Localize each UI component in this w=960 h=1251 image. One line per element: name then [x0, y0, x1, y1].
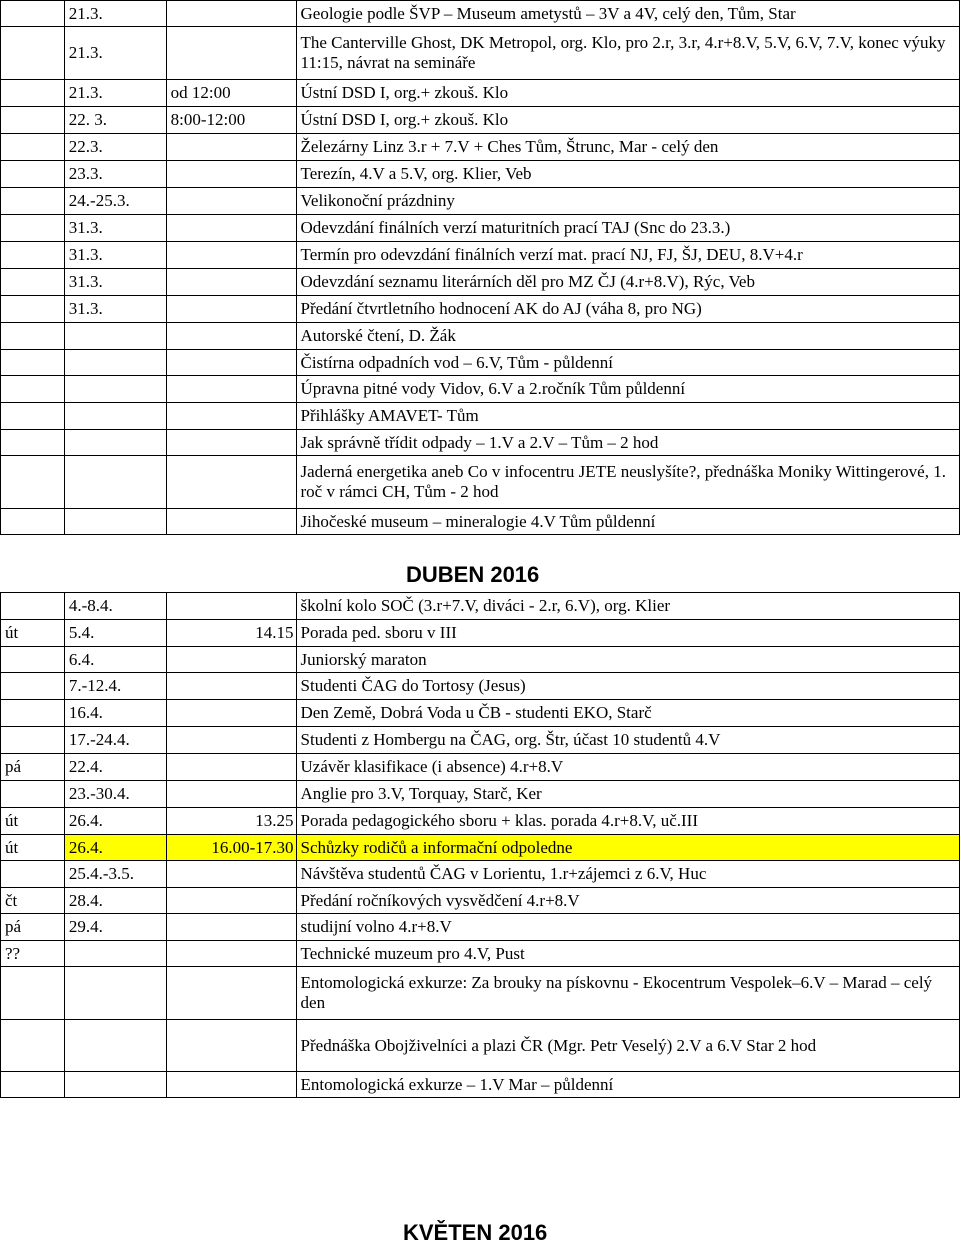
- time-cell: [166, 376, 296, 403]
- day-cell: [1, 296, 65, 323]
- date-cell: [64, 967, 166, 1020]
- day-cell: [1, 403, 65, 430]
- event-cell: Úpravna pitné vody Vidov, 6.V a 2.ročník Tům půldenní: [296, 376, 960, 403]
- day-cell: [1, 509, 65, 535]
- table-row: [1, 269, 960, 296]
- date-cell: [64, 456, 166, 509]
- event-cell: Juniorský maraton: [296, 647, 959, 673]
- april-schedule-body: [1, 593, 960, 1098]
- date-cell: 22.3.: [64, 134, 166, 161]
- time-cell: [166, 941, 296, 967]
- date-cell: 26.4.: [64, 808, 166, 835]
- event-cell: Odevzdání seznamu literárních děl pro MZ ČJ (4.r+8.V), Rýc, Veb: [296, 269, 960, 296]
- table-row: [1, 593, 960, 620]
- day-cell: [1, 350, 65, 376]
- time-cell: [166, 188, 296, 215]
- date-cell: 31.3.: [64, 215, 166, 242]
- table-row: [1, 323, 960, 350]
- time-cell: [166, 593, 296, 620]
- day-cell: ??: [1, 941, 65, 967]
- day-cell: [1, 161, 65, 188]
- event-cell: Autorské čtení, D. Žák: [296, 323, 960, 350]
- date-cell: [64, 376, 166, 403]
- table-row: [1, 620, 960, 647]
- event-cell: Předání čtvrtletního hodnocení AK do AJ (váha 8, pro NG): [296, 296, 960, 323]
- date-cell: 23.-30.4.: [64, 781, 166, 808]
- table-row: [1, 941, 960, 967]
- table-row: [1, 754, 960, 781]
- date-cell: 28.4.: [64, 888, 166, 914]
- event-cell: Anglie pro 3.V, Torquay, Starč, Ker: [296, 781, 959, 808]
- event-cell: Porada ped. sboru v III: [296, 620, 959, 647]
- date-cell: [64, 1072, 166, 1098]
- event-cell: Entomologická exkurze: Za brouky na pískovnu - Ekocentrum Vespolek–6.V – Marad – celý den: [296, 967, 959, 1020]
- event-cell: Terezín, 4.V a 5.V, org. Klier, Veb: [296, 161, 960, 188]
- event-cell: The Canterville Ghost, DK Metropol, org. Klo, pro 2.r, 3.r, 4.r+8.V, 5.V, 6.V, 7.V, konec výuky 11:15, návrat na semináře: [296, 27, 960, 80]
- event-cell: Odevzdání finálních verzí maturitních prací TAJ (Snc do 23.3.): [296, 215, 960, 242]
- day-cell: [1, 80, 65, 107]
- event-cell: Schůzky rodičů a informační odpoledne: [296, 835, 959, 861]
- time-cell: [166, 647, 296, 673]
- event-cell: Technické muzeum pro 4.V, Pust: [296, 941, 959, 967]
- time-cell: 13.25: [166, 808, 296, 835]
- date-cell: 4.-8.4.: [64, 593, 166, 620]
- event-cell: Jaderná energetika aneb Co v infocentru JETE neuslyšíte?, přednáška Moniky Wittingerové, 1. roč v rámci CH, Tům - 2 hod: [296, 456, 960, 509]
- table-row: [1, 161, 960, 188]
- table-row: [1, 1, 960, 27]
- table-row: [1, 456, 960, 509]
- day-cell: [1, 861, 65, 888]
- time-cell: [166, 350, 296, 376]
- day-cell: út: [1, 808, 65, 835]
- table-row: [1, 673, 960, 700]
- day-cell: [1, 134, 65, 161]
- event-cell: Jihočeské museum – mineralogie 4.V Tům půldenní: [296, 509, 960, 535]
- day-cell: [1, 700, 65, 727]
- time-cell: [166, 430, 296, 456]
- date-cell: [64, 430, 166, 456]
- day-cell: [1, 107, 65, 134]
- table-row: [1, 242, 960, 269]
- march-schedule-body: [1, 1, 960, 535]
- time-cell: [166, 781, 296, 808]
- day-cell: [1, 323, 65, 350]
- event-cell: Entomologická exkurze – 1.V Mar – půldenní: [296, 1072, 959, 1098]
- date-cell: [64, 350, 166, 376]
- day-cell: út: [1, 835, 65, 861]
- table-row: [1, 376, 960, 403]
- event-cell: Den Země, Dobrá Voda u ČB - studenti EKO, Starč: [296, 700, 959, 727]
- time-cell: [166, 861, 296, 888]
- table-row: [1, 403, 960, 430]
- time-cell: [166, 296, 296, 323]
- date-cell: 29.4.: [64, 914, 166, 941]
- date-cell: 23.3.: [64, 161, 166, 188]
- date-cell: 17.-24.4.: [64, 727, 166, 754]
- date-cell: 7.-12.4.: [64, 673, 166, 700]
- table-row: [1, 647, 960, 673]
- table-row: [1, 430, 960, 456]
- event-cell: Předání ročníkových vysvědčení 4.r+8.V: [296, 888, 959, 914]
- date-cell: 5.4.: [64, 620, 166, 647]
- event-cell: školní kolo SOČ (3.r+7.V, diváci - 2.r, 6.V), org. Klier: [296, 593, 959, 620]
- time-cell: [166, 27, 296, 80]
- table-row: [1, 967, 960, 1020]
- time-cell: [166, 242, 296, 269]
- time-cell: [166, 967, 296, 1020]
- event-cell: Velikonoční prázdniny: [296, 188, 960, 215]
- event-cell: Porada pedagogického sboru + klas. porada 4.r+8.V, uč.III: [296, 808, 959, 835]
- day-cell: [1, 1020, 65, 1072]
- event-cell: Studenti z Hombergu na ČAG, org. Štr, účast 10 studentů 4.V: [296, 727, 959, 754]
- day-cell: [1, 1, 65, 27]
- day-cell: [1, 376, 65, 403]
- date-cell: [64, 941, 166, 967]
- event-cell: Návštěva studentů ČAG v Lorientu, 1.r+zájemci z 6.V, Huc: [296, 861, 959, 888]
- day-cell: út: [1, 620, 65, 647]
- day-cell: [1, 727, 65, 754]
- day-cell: [1, 967, 65, 1020]
- time-cell: [166, 403, 296, 430]
- event-cell: Uzávěr klasifikace (i absence) 4.r+8.V: [296, 754, 959, 781]
- event-cell: Ústní DSD I, org.+ zkouš. Klo: [296, 107, 960, 134]
- day-cell: [1, 673, 65, 700]
- time-cell: 8:00-12:00: [166, 107, 296, 134]
- table-row: [1, 215, 960, 242]
- table-row: [1, 80, 960, 107]
- time-cell: [166, 700, 296, 727]
- table-row: [1, 107, 960, 134]
- time-cell: [166, 888, 296, 914]
- date-cell: 6.4.: [64, 647, 166, 673]
- table-row: [1, 727, 960, 754]
- event-cell: Geologie podle ŠVP – Museum ametystů – 3V a 4V, celý den, Tům, Star: [296, 1, 960, 27]
- event-cell: Termín pro odevzdání finálních verzí mat. prací NJ, FJ, ŠJ, DEU, 8.V+4.r: [296, 242, 960, 269]
- march-schedule-table: [0, 0, 960, 535]
- time-cell: [166, 456, 296, 509]
- date-cell: 21.3.: [64, 1, 166, 27]
- day-cell: [1, 593, 65, 620]
- table-row: [1, 1020, 960, 1072]
- day-cell: [1, 647, 65, 673]
- table-row: [1, 835, 960, 861]
- date-cell: [64, 1020, 166, 1072]
- date-cell: 31.3.: [64, 242, 166, 269]
- date-cell: 16.4.: [64, 700, 166, 727]
- day-cell: čt: [1, 888, 65, 914]
- day-cell: [1, 27, 65, 80]
- date-cell: 31.3.: [64, 296, 166, 323]
- time-cell: [166, 1, 296, 27]
- date-cell: 22.4.: [64, 754, 166, 781]
- day-cell: [1, 430, 65, 456]
- event-cell: Přednáška Obojživelníci a plazi ČR (Mgr. Petr Veselý) 2.V a 6.V Star 2 hod: [296, 1020, 959, 1072]
- event-cell: Přihlášky AMAVET- Tům: [296, 403, 960, 430]
- time-cell: [166, 1072, 296, 1098]
- date-cell: 21.3.: [64, 80, 166, 107]
- time-cell: [166, 1020, 296, 1072]
- may-heading: KVĚTEN 2016: [403, 1220, 548, 1245]
- table-row: [1, 188, 960, 215]
- time-cell: [166, 323, 296, 350]
- day-cell: [1, 188, 65, 215]
- event-cell: studijní volno 4.r+8.V: [296, 914, 959, 941]
- event-cell: Jak správně třídit odpady – 1.V a 2.V – Tům – 2 hod: [296, 430, 960, 456]
- day-cell: [1, 215, 65, 242]
- day-cell: pá: [1, 754, 65, 781]
- table-row: [1, 350, 960, 376]
- date-cell: 25.4.-3.5.: [64, 861, 166, 888]
- event-cell: Studenti ČAG do Tortosy (Jesus): [296, 673, 959, 700]
- time-cell: [166, 134, 296, 161]
- table-row: [1, 914, 960, 941]
- april-schedule-table: [0, 592, 960, 1098]
- event-cell: Ústní DSD I, org.+ zkouš. Klo: [296, 80, 960, 107]
- day-cell: [1, 456, 65, 509]
- table-row: [1, 888, 960, 914]
- date-cell: 21.3.: [64, 27, 166, 80]
- table-row: [1, 27, 960, 80]
- table-row: [1, 296, 960, 323]
- date-cell: [64, 403, 166, 430]
- time-cell: od 12:00: [166, 80, 296, 107]
- table-row: [1, 861, 960, 888]
- time-cell: [166, 509, 296, 535]
- time-cell: 16.00-17.30: [166, 835, 296, 861]
- table-row: [1, 781, 960, 808]
- day-cell: [1, 242, 65, 269]
- time-cell: [166, 161, 296, 188]
- time-cell: [166, 269, 296, 296]
- table-row: [1, 700, 960, 727]
- date-cell: 22. 3.: [64, 107, 166, 134]
- date-cell: [64, 509, 166, 535]
- april-heading: DUBEN 2016: [406, 562, 540, 587]
- table-row: [1, 134, 960, 161]
- event-cell: Čistírna odpadních vod – 6.V, Tům - půldenní: [296, 350, 960, 376]
- event-cell: Železárny Linz 3.r + 7.V + Ches Tům, Štrunc, Mar - celý den: [296, 134, 960, 161]
- time-cell: [166, 914, 296, 941]
- time-cell: [166, 673, 296, 700]
- time-cell: [166, 215, 296, 242]
- time-cell: 14.15: [166, 620, 296, 647]
- day-cell: [1, 1072, 65, 1098]
- day-cell: [1, 781, 65, 808]
- table-row: [1, 1072, 960, 1098]
- date-cell: 26.4.: [64, 835, 166, 861]
- table-row: [1, 808, 960, 835]
- day-cell: [1, 269, 65, 296]
- date-cell: 24.-25.3.: [64, 188, 166, 215]
- date-cell: [64, 323, 166, 350]
- day-cell: pá: [1, 914, 65, 941]
- table-row: [1, 509, 960, 535]
- date-cell: 31.3.: [64, 269, 166, 296]
- time-cell: [166, 754, 296, 781]
- time-cell: [166, 727, 296, 754]
